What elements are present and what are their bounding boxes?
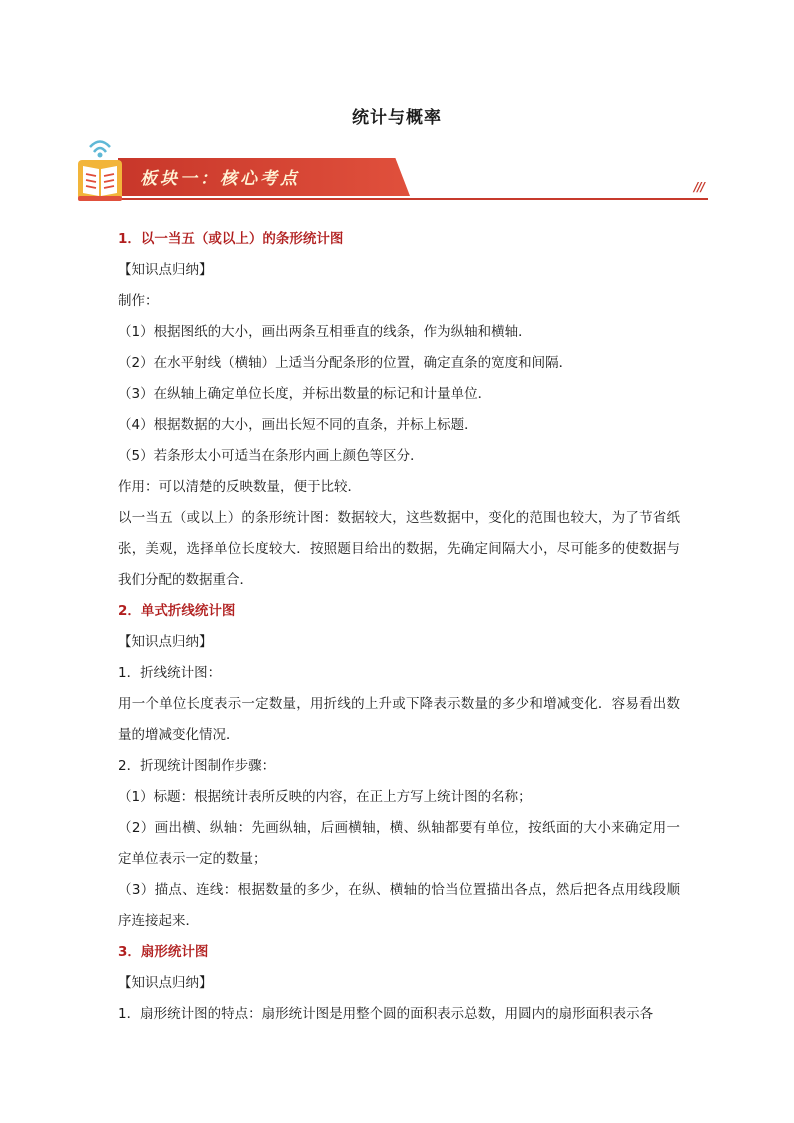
- text-line: 作用：可以清楚的反映数量，便于比较．: [118, 479, 361, 495]
- text-line: 1．扇形统计图的特点：扇形统计图是用整个圆的面积表示总数，用圆内的扇形面积表示各: [118, 1006, 654, 1022]
- paragraph: （3）描点、连线：根据数量的多少，在纵、横轴的恰当位置描出各点，然后把各点用线段顺序连接起来．: [118, 882, 680, 929]
- paragraph: （2）画出横、纵轴：先画纵轴，后画横轴，横、纵轴都要有单位，按纸面的大小来确定用一定单位表示一定的数量；: [118, 820, 680, 867]
- section-heading: 1．以一当五（或以上）的条形统计图: [118, 231, 344, 247]
- knowledge-tag: 【知识点归纳】: [118, 634, 213, 650]
- page-title: 统计与概率: [352, 108, 442, 128]
- section-banner: [74, 138, 708, 204]
- text-line: 2．折现统计图制作步骤：: [118, 758, 276, 774]
- knowledge-tag: 【知识点归纳】: [118, 975, 213, 991]
- text-line: （4）根据数据的大小，画出长短不同的直条，并标上标题．: [118, 417, 478, 433]
- banner-rule: [114, 198, 708, 200]
- text-line: （2）在水平射线（横轴）上适当分配条形的位置，确定直条的宽度和间隔．: [118, 355, 573, 371]
- document-body: [118, 224, 680, 1030]
- banner-slashes: ///: [693, 180, 704, 194]
- knowledge-tag: 【知识点归纳】: [118, 262, 213, 278]
- text-line: （1）根据图纸的大小，画出两条互相垂直的线条，作为纵轴和横轴．: [118, 324, 532, 340]
- banner-label: 板块一：核心考点: [140, 169, 300, 189]
- text-line: （3）在纵轴上确定单位长度，并标出数量的标记和计量单位．: [118, 386, 492, 402]
- section-heading: 3．扇形统计图: [118, 944, 209, 960]
- text-line: （5）若条形太小可适当在条形内画上颜色等区分．: [118, 448, 424, 464]
- text-line: 制作：: [118, 293, 159, 309]
- book-icon: [74, 138, 126, 204]
- section-heading: 2．单式折线统计图: [118, 603, 236, 619]
- text-line: 1．折线统计图：: [118, 665, 222, 681]
- paragraph: 以一当五（或以上）的条形统计图：数据较大，这些数据中，变化的范围也较大，为了节省纸张，美观，选择单位长度较大．按照题目给出的数据，先确定间隔大小，尽可能多的使数据与我们分配的数据重合．: [118, 510, 680, 588]
- paragraph: 用一个单位长度表示一定数量，用折线的上升或下降表示数量的多少和增减变化．容易看出数量的增减变化情况．: [118, 696, 680, 743]
- text-line: （1）标题：根据统计表所反映的内容，在正上方写上统计图的名称；: [118, 789, 532, 805]
